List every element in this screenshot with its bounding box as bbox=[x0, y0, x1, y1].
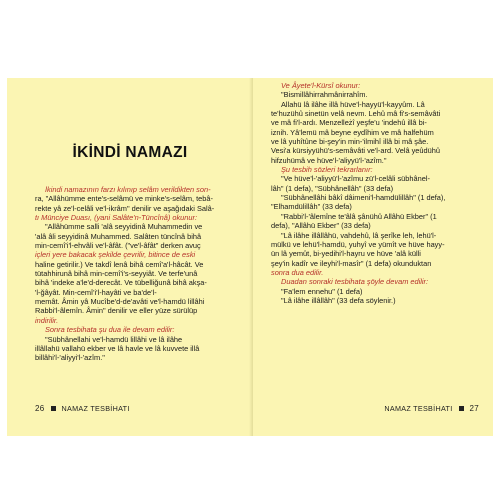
text-line: Sonra tesbihata şu dua ile devam edilir: bbox=[45, 325, 175, 335]
text-line: te'huzühû sinetün velâ nevm. Lehû mâ fi's-semâvâti bbox=[271, 109, 441, 119]
text-line: "Sübhânellahi ve'l-hamdü lillâhi ve lâ ilâhe bbox=[45, 334, 183, 344]
text-line: tı Münciye Duası, (yani Salâte'n-Tüncînâ) okunur: bbox=[35, 213, 198, 223]
text-line: min-cemî'i'l-ehvâli ve'l-âfât. ("ve'l-âfât" derken avuç bbox=[35, 241, 201, 251]
running-header: NAMAZ TESBİHATI bbox=[61, 404, 130, 413]
text-line: şey'in kadîr ve ileyhi'l-masîr" (1 defa) okunduktan bbox=[271, 258, 432, 268]
text-line: billâhi'l-'aliyyi'l-'azîm." bbox=[35, 353, 105, 363]
text-line: içleri yere bakacak şekilde çevrilir, bitince de eski bbox=[35, 250, 196, 260]
right-footer bbox=[384, 404, 479, 413]
text-line: iznih. Yâ'lemü mâ beyne eydîhim ve mâ halfehüm bbox=[271, 127, 434, 137]
right-page-text bbox=[271, 81, 479, 305]
text-line: "Allâhümme salli 'alâ seyyidinâ Muhammedin ve bbox=[45, 222, 203, 232]
square-icon bbox=[459, 406, 464, 411]
text-line: rekte yâ ze'l-celâli ve'l-ikrâm" denilir ve aşağıdaki Salâ- bbox=[35, 203, 215, 213]
text-line: haline getirilir.) Ve takdî lenâ bihâ cemî'a'l-hâcât. Ve bbox=[35, 259, 204, 269]
text-line: "Fa'lem ennehu" (1 defa) bbox=[281, 286, 363, 296]
text-line: Şu tesbih sözleri tekrarlanır: bbox=[281, 165, 373, 175]
text-line: "Sübhânellâhi bâkî dâimeni'l-hamdülillâh" (1 defa), bbox=[281, 193, 446, 203]
text-line: Duadan sonraki tesbihata şöyle devam edilir: bbox=[281, 277, 429, 287]
text-line: ve mâ fi'l-ardı. Menzelleżî yeşfe'u 'indehû illâ bi- bbox=[271, 118, 427, 128]
text-line: tütahhirunâ bihâ min-cemî'i's-seyyiât. Ve terfe'unâ bbox=[35, 269, 198, 279]
square-icon bbox=[51, 406, 56, 411]
text-line: sonra dua edilir. bbox=[271, 267, 324, 277]
text-line: İkindi namazının farzı kılınıp selâm verildikten son- bbox=[45, 185, 211, 194]
text-line: illâllahü vallahü ekber ve lâ havle ve lâ kuvvete illâ bbox=[35, 343, 200, 353]
text-line: "Ve hüve'l-'aliyyü'l-'azîmu zü'l-celâli sübhânel- bbox=[281, 174, 430, 184]
text-line: lâh" (1 defa), "Sübhânellâh" (33 defa) bbox=[271, 183, 394, 193]
text-line: 'alâ âli seyyidinâ Muhammed. Salâten tüncînâ bihâ bbox=[35, 231, 202, 241]
text-line: Rabbi'l-âlemîn. Âmin" denilir ve eller yüze sürülüp bbox=[35, 306, 198, 316]
text-line: 'l-ğâyât. Min-cemî'i'l-hayâti ve ba'de'l- bbox=[35, 287, 157, 297]
page-title: İKİNDİ NAMAZI bbox=[72, 144, 188, 161]
text-line: "Lâ ilâhe illâllâh" (33 defa söylenir.) bbox=[281, 295, 396, 305]
left-footer bbox=[35, 404, 130, 413]
text-line: "Bismillâhirrahmânirrahîm. bbox=[281, 90, 368, 100]
text-line: hifzuhümâ ve hüve'l-'aliyyü'l-'azîm." bbox=[271, 155, 387, 165]
text-line: "Rabbi'l-'âlemîne te'âlâ şânühû Allâhü Ekber" (1 bbox=[281, 211, 437, 221]
text-line: ün lâ yemût, bi-yedihi'l-hayru ve hüve 'alâ külli bbox=[271, 249, 421, 259]
left-page-text bbox=[35, 185, 241, 363]
text-line: Allahü lâ ilâhe illâ hüve'l-hayyü'l-kayyûm. Lâ bbox=[281, 99, 425, 109]
text-line: Vesi'a kürsiyyühü's-semâvâti ve'l-ard. Velâ yeûdühû bbox=[271, 146, 440, 156]
text-line: defa), "Allâhü Ekber" (33 defa) bbox=[271, 221, 371, 231]
text-line: "Lâ ilâhe illâllâhü, vahdehû, lâ şerîke leh, lehü'l- bbox=[281, 230, 437, 240]
text-line: ra, "Allâhümme ente's-selâmü ve minke's-selâm, tebâ- bbox=[35, 194, 213, 204]
text-line: Ve Âyete'l-Kürsî okunur: bbox=[281, 81, 361, 90]
page-number: 27 bbox=[469, 404, 479, 413]
text-line: mülkü ve lehü'l-hamdü, yuhyî ve yümît ve hüve hayy- bbox=[271, 239, 445, 249]
left-page bbox=[7, 78, 253, 436]
text-line: memât. Âmin yâ Mucîbe'd-de'avâti ve'l-hamdü lillâhi bbox=[35, 297, 205, 307]
text-line: ve lâ yuhîtûne bi-şey'in min-'ilmihî illâ bi mâ şâe. bbox=[271, 137, 429, 147]
text-line: indirilir. bbox=[35, 315, 59, 325]
running-header: NAMAZ TESBİHATI bbox=[384, 404, 453, 413]
text-line: "Elhamdülillâh" (33 defa) bbox=[271, 202, 352, 212]
page-number: 26 bbox=[35, 404, 45, 413]
right-page bbox=[253, 78, 493, 436]
text-line: bihâ 'indeke a'le'd-derecât. Ve tübelliğunâ bihâ akşa- bbox=[35, 278, 207, 288]
